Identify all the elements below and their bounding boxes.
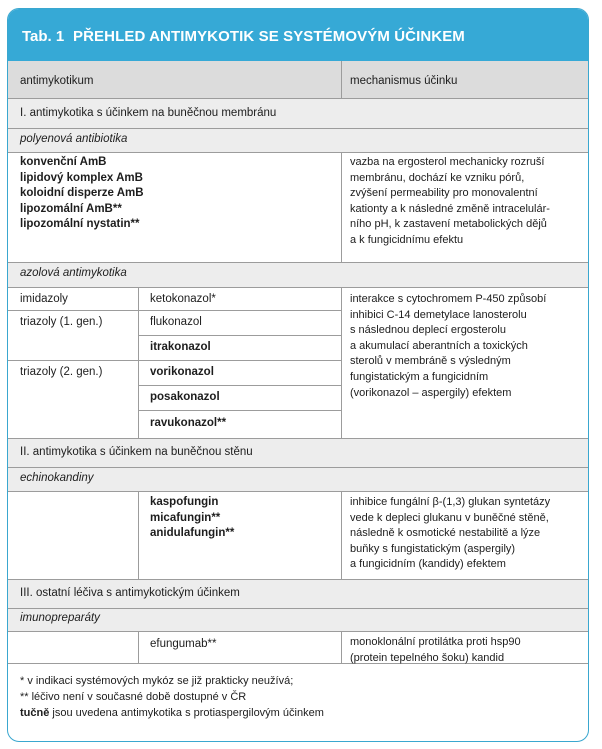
mechanism-text: a k fungicidnímu efektu bbox=[350, 234, 464, 246]
drug-name: micafungin** bbox=[150, 511, 221, 524]
mechanism-text: fungistatickým a fungicidním bbox=[350, 371, 489, 383]
column-header-mechanism: mechanismus účinku bbox=[350, 75, 458, 87]
table-number: Tab. 1 bbox=[22, 28, 65, 45]
drug-name: vorikonazol bbox=[150, 366, 214, 378]
row-divider bbox=[8, 128, 588, 129]
mechanism-text: inhibice fungální β-(1,3) glukan syntetázy bbox=[350, 496, 551, 508]
row-divider bbox=[8, 98, 588, 99]
row-divider bbox=[8, 287, 588, 288]
mechanism-text: interakce s cytochromem P-450 způsobí bbox=[350, 293, 547, 305]
row-divider bbox=[138, 385, 341, 386]
group-name: echinokandiny bbox=[20, 472, 94, 484]
row-divider bbox=[138, 335, 341, 336]
row-divider bbox=[8, 631, 588, 632]
drug-class: imidazoly bbox=[20, 293, 68, 305]
row-divider bbox=[8, 608, 588, 609]
row-divider bbox=[8, 491, 588, 492]
drug-name: lipozomální AmB** bbox=[20, 202, 122, 215]
column-divider bbox=[341, 152, 342, 262]
footnotes bbox=[20, 673, 324, 722]
row-divider bbox=[8, 579, 588, 580]
footnote: * v indikaci systémových mykóz se již prakticky neužívá; bbox=[20, 675, 294, 687]
table-frame bbox=[7, 8, 589, 742]
mechanism-text: sterolů v membráně s výsledným bbox=[350, 355, 511, 368]
mechanism-text: ního pH, k zastavení metabolických dějů bbox=[350, 218, 547, 231]
mechanism-text: a akumulací aberantních a toxických bbox=[350, 339, 528, 352]
mechanism-text: a fungicidním (kandidy) efektem bbox=[350, 558, 506, 571]
mechanism-text: kationty a k následné změně intracelulár- bbox=[350, 202, 550, 215]
footnote-text: jsou uvedena antimykotika s protiaspergilovým účinkem bbox=[49, 707, 324, 720]
column-header-row bbox=[8, 61, 588, 98]
row-divider bbox=[138, 410, 341, 411]
drug-name: konvenční AmB bbox=[20, 156, 107, 168]
drug-name: efungumab** bbox=[150, 638, 217, 650]
title-bar bbox=[8, 9, 588, 61]
footnote-bold: tučně bbox=[20, 707, 50, 720]
drug-name: koloidní disperze AmB bbox=[20, 187, 144, 200]
mechanism-text: s následnou deplecí ergosterolu bbox=[350, 324, 506, 337]
drug-name: lipidový komplex AmB bbox=[20, 171, 143, 184]
group-name: imunopreparáty bbox=[20, 612, 100, 624]
column-divider bbox=[341, 61, 342, 98]
column-divider bbox=[341, 631, 342, 663]
footnote bbox=[20, 705, 324, 721]
drug-name: anidulafungin** bbox=[150, 527, 235, 540]
row-divider bbox=[8, 262, 588, 263]
column-divider bbox=[138, 287, 139, 438]
row-divider bbox=[8, 310, 341, 311]
drug-name: ketokonazol* bbox=[150, 293, 216, 305]
row-divider bbox=[8, 360, 341, 361]
drug-name: flukonazol bbox=[150, 316, 202, 328]
column-divider bbox=[341, 491, 342, 579]
row-divider bbox=[8, 467, 588, 468]
drug-name: posakonazol bbox=[150, 391, 220, 403]
mechanism-text: monoklonální protilátka proti hsp90 bbox=[350, 636, 521, 648]
mechanism-text: (protein tepelného šoku) kandid bbox=[350, 651, 505, 664]
section-heading: II. antimykotika s účinkem na buněčnou stěnu bbox=[20, 446, 253, 458]
drug-class: triazoly (2. gen.) bbox=[20, 366, 103, 378]
drug-name: kaspofungin bbox=[150, 496, 219, 508]
mechanism-text: (vorikonazol – aspergily) efektem bbox=[350, 386, 512, 399]
mechanism-text: vede k depleci glukanu v buněčné stěně, bbox=[350, 511, 549, 524]
mechanism-text: buňky s fungistatickým (aspergily) bbox=[350, 542, 516, 555]
drug-name: ravukonazol** bbox=[150, 417, 227, 429]
drug-class: triazoly (1. gen.) bbox=[20, 316, 103, 328]
mechanism-text: inhibici C-14 demetylace lanosterolu bbox=[350, 308, 527, 321]
mechanism-text: membránu, dochází ke vzniku pórů, bbox=[350, 171, 525, 184]
mechanism-text: vazba na ergosterol mechanicky rozruší bbox=[350, 156, 545, 168]
drug-name: itrakonazol bbox=[150, 341, 211, 353]
section-heading: III. ostatní léčiva s antimykotickým účinkem bbox=[20, 587, 240, 599]
column-header-drug: antimykotikum bbox=[20, 75, 94, 87]
group-name: polyenová antibiotika bbox=[20, 133, 128, 145]
table-title: PŘEHLED ANTIMYKOTIK SE SYSTÉMOVÝM ÚČINKEM bbox=[73, 28, 465, 45]
column-divider bbox=[341, 287, 342, 438]
mechanism-text: následně k osmotické nestabilitě a lýze bbox=[350, 527, 541, 540]
row-divider bbox=[8, 152, 588, 153]
column-divider bbox=[138, 631, 139, 663]
mechanism-text: zvýšení permeability pro monovalentní bbox=[350, 187, 538, 200]
drug-name: lipozomální nystatin** bbox=[20, 218, 140, 231]
group-band-echinocandins bbox=[8, 467, 588, 491]
group-name: azolová antimykotika bbox=[20, 267, 127, 279]
row-divider bbox=[8, 438, 588, 439]
section-heading: I. antimykotika s účinkem na buněčnou membránu bbox=[20, 107, 277, 119]
column-divider bbox=[138, 491, 139, 579]
footnote: ** léčivo není v současné době dostupné v ČR bbox=[20, 691, 247, 704]
